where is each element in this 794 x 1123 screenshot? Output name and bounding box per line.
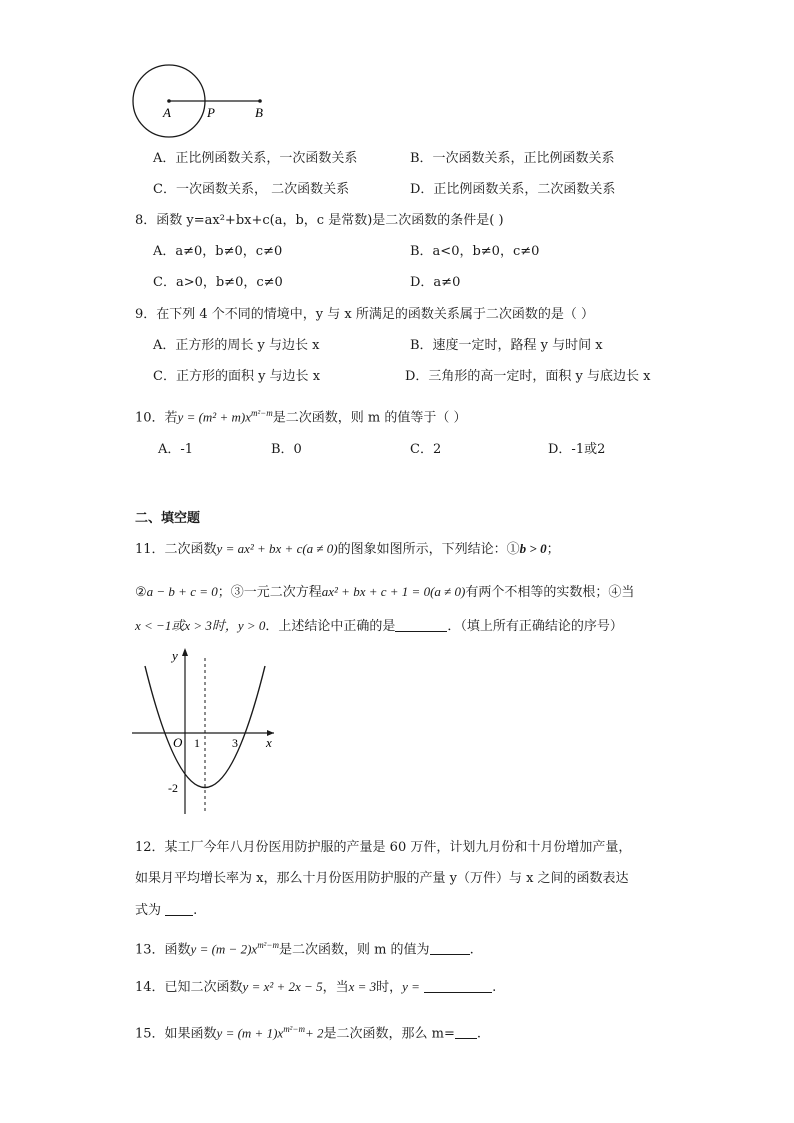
q11-text5: ．（填上所有正确结论的序号） [447,619,623,634]
q11-formula2: a − b + c = 0 [146,584,218,599]
q14-formula: y = x² + 2x − 5 [242,979,323,994]
q8-option-c: C．a>0，b≠0，c≠0 [153,275,283,290]
q14-formula2: x = 3 [348,979,377,994]
q10-option-c: C．2 [410,442,442,457]
q10-formula: y = (m² + m)x [177,409,251,425]
q14-formula3: y = [402,979,420,994]
tick-1: 1 [194,736,200,750]
q15-question [135,1020,481,1043]
label-b: B [255,105,263,120]
q7-option-d: D．正比例函数关系，二次函数关系 [410,182,616,197]
q13-exponent: m²−m [257,940,279,950]
q9-question: 9．在下列 4 个不同的情境中，y 与 x 所满足的函数关系属于二次函数的是（ ） [135,307,595,322]
q9-option-b: B．速度一定时，路程 y 与时间 x [410,338,603,353]
q10-exponent: m²−m [250,408,273,418]
q15-end: . [476,1026,481,1042]
q11-line3 [135,617,623,636]
point-a [167,99,171,103]
q10-suffix: 是二次函数，则 m 的值等于（ ） [272,410,467,426]
q14-answer-blank[interactable] [424,978,492,993]
q11-mark2: ② [135,585,147,600]
q12-line1: 12．某工厂今年八月份医用防护服的产量是 60 万件，计划九月份和十月份增加产量， [135,840,632,855]
q7-option-b: B．一次函数关系，正比例函数关系 [410,151,615,166]
q13-end: . [469,942,474,958]
q10-option-b: B．0 [271,442,302,457]
section-heading: 二、填空题 [135,511,201,526]
x-label: x [266,735,272,750]
q7-option-c: C．一次函数关系， 二次函数关系 [153,182,350,197]
q12-end: . [193,903,198,918]
q10-question [135,404,466,427]
q11-conclusion1: b > 0 [519,541,547,556]
q9-option-a: A．正方形的周长 y 与边长 x [153,338,320,353]
q11-answer-blank[interactable] [395,617,447,632]
q11-line1-end: ； [546,542,560,557]
q8-option-a: A．a≠0，b≠0，c≠0 [153,244,283,259]
q13-question [135,936,474,959]
q12-text: 式为 [135,903,162,918]
q12-answer-blank[interactable] [165,901,193,916]
q11-line1 [135,540,560,559]
q10-option-a: A．-1 [158,442,194,457]
q11-text2: ；③一元二次方程 [217,585,322,600]
q8-option-d: D．a≠0 [410,275,461,290]
q15-exponent: m²−m [283,1024,305,1034]
q14-mid2: 时， [376,980,403,995]
tick-3: 3 [232,736,238,750]
q11-formula3: ax² + bx + c + 1 = 0(a ≠ 0) [321,584,466,599]
q9-option-d: D．三角形的高一定时，面积 y 与底边长 x [405,369,651,384]
q15-suffix: 是二次函数，那么 m= [323,1026,455,1042]
q15-prefix: 15．如果函数 [135,1026,217,1042]
q11-suffix: 的图象如图所示，下列结论：① [337,542,520,557]
q11-formula: y = ax² + bx + c(a ≠ 0) [216,541,338,556]
q11-formula4: x < −1或x > 3时，y > 0 [135,618,266,633]
q7-option-a: A．正比例函数关系，一次函数关系 [153,151,358,166]
q15-answer-blank[interactable] [455,1024,477,1039]
q8-question: 8．函数 y=ax²+bx+c(a，b，c 是常数)是二次函数的条件是( ) [135,213,504,228]
q15-formula: y = (m + 1)x [216,1025,284,1041]
q11-text3: 有两个不相等的实数根；④当 [465,585,635,600]
q10-prefix: 10．若 [135,410,178,426]
point-b [258,99,262,103]
q13-answer-blank[interactable] [430,940,470,955]
tick-neg2: -2 [168,781,178,795]
circle-figure [125,62,275,140]
q13-prefix: 13．函数 [135,942,191,958]
q12-line2: 如果月平均增长率为 x，那么十月份医用防护服的产量 y（万件）与 x 之间的函数表达 [135,871,629,886]
q10-option-d: D．-1或2 [548,442,606,457]
label-p: P [207,105,215,120]
q13-formula: y = (m − 2)x [190,941,258,957]
q14-prefix: 14．已知二次函数 [135,980,243,995]
q8-option-b: B．a<0，b≠0，c≠0 [410,244,540,259]
origin-label: O [173,735,183,750]
q15-formula-end: + 2 [304,1025,324,1041]
q12-line3 [135,901,197,920]
q11-line2 [135,583,634,602]
q13-suffix: 是二次函数，则 m 的值为 [278,942,430,958]
y-axis-arrow [182,648,188,656]
q14-mid: ，当 [322,980,349,995]
q9-option-c: C．正方形的面积 y 与边长 x [153,369,321,384]
q14-question [135,978,496,997]
q11-prefix: 11．二次函数 [135,542,217,557]
q14-end: . [492,980,497,995]
q11-text4: ．上述结论中正确的是 [265,619,396,634]
y-label: y [172,648,178,663]
label-a: A [163,105,171,120]
parabola-figure [128,644,280,820]
